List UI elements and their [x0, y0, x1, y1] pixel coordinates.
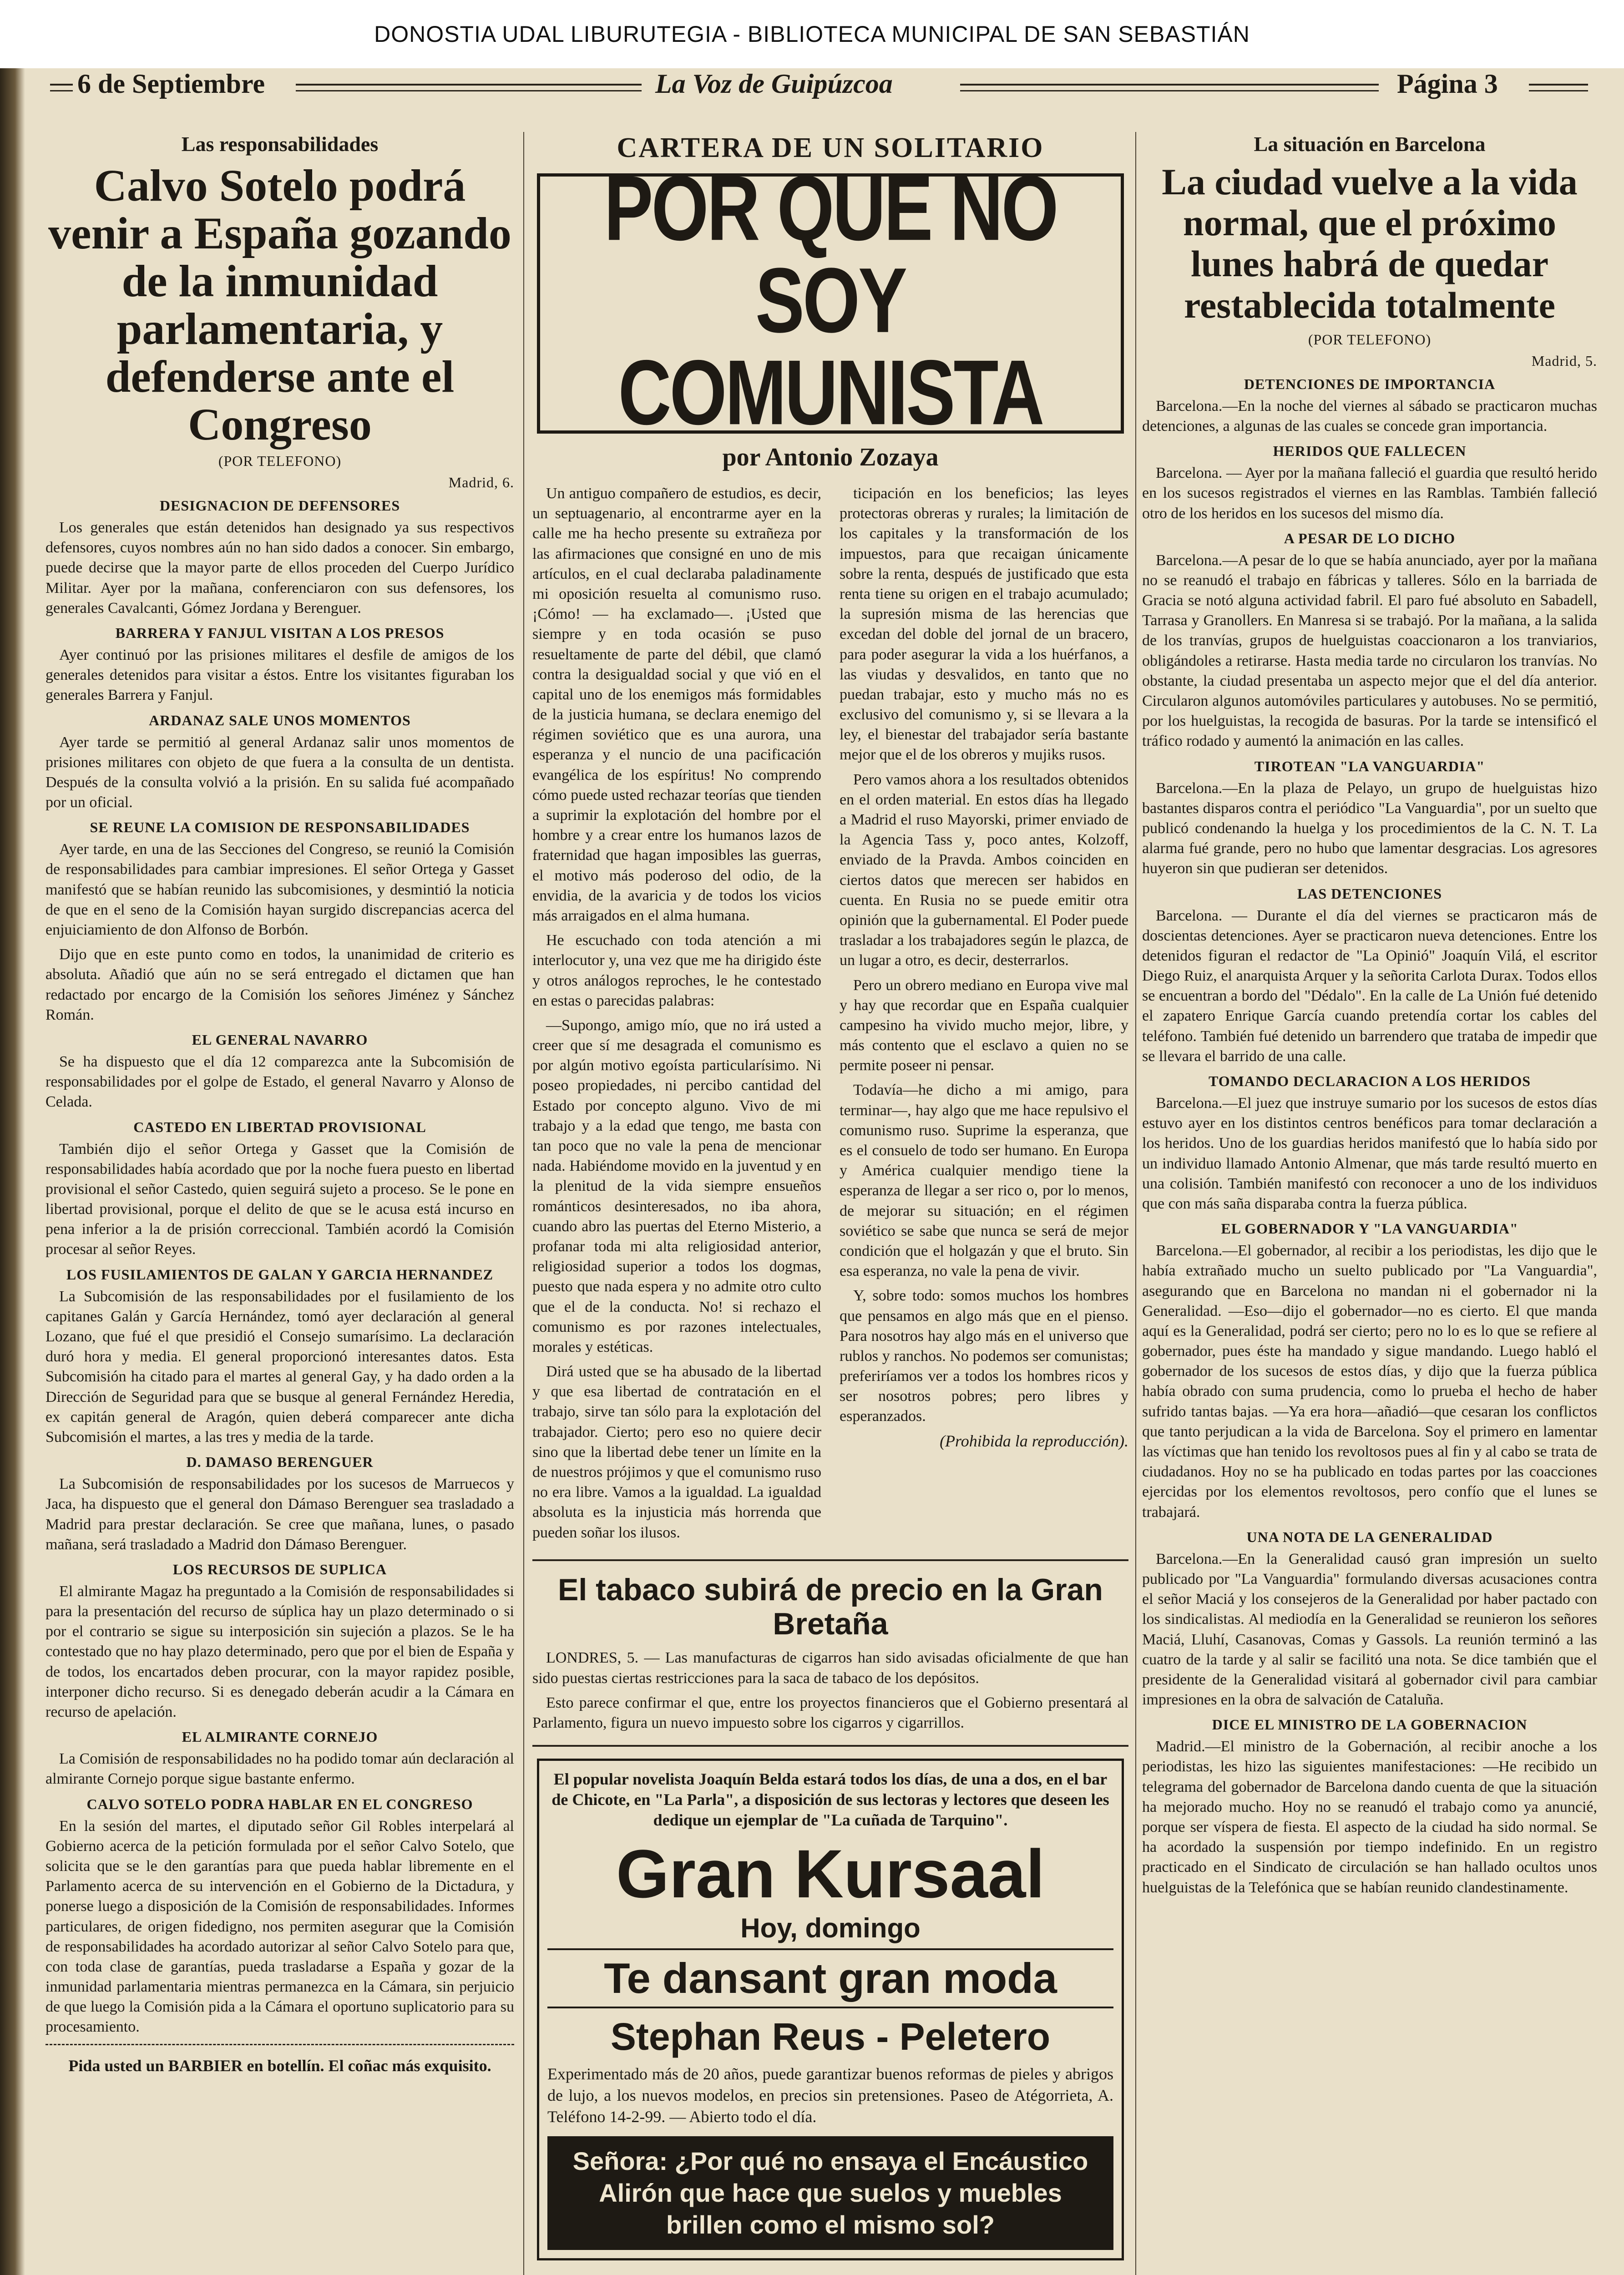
- section-subhead: EL ALMIRANTE CORNEJO: [182, 1729, 378, 1745]
- page-header: [50, 68, 1588, 105]
- article-body-right: [840, 484, 1128, 1547]
- section-divider: [532, 1745, 1128, 1747]
- article-source: (POR TELEFONO): [218, 453, 342, 469]
- article-paragraph: LONDRES, 5. — Las manufacturas de cigarros han sido avisadas oficialmente de que han sido puestas ciertas restricciones para la saca de tabaco de los depósitos.: [532, 1649, 1128, 1687]
- article-source: (POR TELEFONO): [1308, 331, 1432, 348]
- header-newspaper-name: La Voz de Guipúzcoa: [655, 69, 893, 99]
- article-paragraph: ticipación en los beneficios; las leyes protectoras obreras y rurales; la limitación de los capitales y la transformación de los impuestos, para que recaigan únicamente sobre la renta, después de justificado que esta renta tiene su origen en el trabajo acumulado; la supresión misma de las herencias que excedan del doble del jornal de un bracero, para poder asegurar la vida a los huérfanos, a las viudas y desvalidos, en tanto que no puedan trabajar, esto y mucho más no es exclusivo del comunismo y, si se llevara a la ley, el bienestar del trabajador sería bastante mejor que el de los obreros y mujiks rusos.: [840, 485, 1128, 763]
- column-cartera: [532, 132, 1128, 2260]
- section-paragraph: Barcelona.—El juez que instruye sumario por los sucesos de estos días estuvo ayer en los distintos centros benéficos para tomar declaración a los heridos. Uno de los guardias heridos manifestó que lo había sido por un individuo llamado Antonio Almenar, que más tarde resultó muerto en una colisión. También manifestó con reconocer a uno de los individuos que con más saña disparaba contra la fuerza pública.: [1142, 1095, 1597, 1212]
- article-kicker: La situación en Barcelona: [1254, 132, 1486, 156]
- article-paragraph: Y, sobre todo: somos muchos los hombres que pensamos en algo más que en el pienso. Para nosotros hay algo más en el universo que rublos y ranchos. No podemos ser comunistas; preferiríamos ver a todos los hombres ricos y ser nosotros pobres; pero libres y esperanzados.: [840, 1287, 1128, 1425]
- kursaal-ad-title: Gran Kursaal: [616, 1835, 1045, 1912]
- article-paragraph: Todavía—he dicho a mi amigo, para terminar—, hay algo que me hace repulsivo el comunismo ruso. Suprime la esperanza, que es el consuelo de todo ser humano. En Europa y América cualquier mendigo tiene la esperanza de llegar a ser rico o, por lo menos, de mejorar su situación; en el régimen soviético se sabe que nunca se será de mejor condición que el holgazán y que el bruto. Sin esa esperanza, no vale la pena de vivir.: [840, 1082, 1128, 1280]
- header-page-number: Página 3: [1397, 69, 1498, 99]
- header-rule-left: [50, 84, 73, 91]
- article-paragraph: Pero vamos ahora a los resultados obtenidos en el orden material. En estos días ha llegado a Madrid el ruso Mayorski, primer enviado de la Agencia Tass y, poco antes, Kolzoff, enviado de la Pravda. Ambos coinciden en ciertos datos que merecen ser habidos en cuenta. En Rusia no se puede emitir otra opinión que la gubernamental. El Poder puede trasladar a los trabajadores según le plazca, de un lugar a otro, es decir, desterrarlos.: [840, 771, 1128, 969]
- section-subhead: CALVO SOTELO PODRA HABLAR EN EL CONGRESO: [86, 1795, 473, 1812]
- section-paragraph: Barcelona.—En la noche del viernes al sábado se practicaron muchas detenciones, a algunas de las cuales se concede gran importancia.: [1142, 397, 1597, 435]
- section-title: CARTERA DE UN SOLITARIO: [617, 132, 1044, 163]
- header-date: 6 de Septiembre: [77, 69, 265, 99]
- section-subhead: SE REUNE LA COMISION DE RESPONSABILIDADES: [90, 819, 470, 836]
- section-paragraph: Los generales que están detenidos han designado ya sus respectivos defensores, cuyos nombres aún no han sido dados a conocer. Sin embargo, puede decirse que la mayor parte de ellos proceden del Cuerpo Jurídico Militar. Ayer por la mañana, conferenciaron con sus defensores, los generales Cavalcanti, Gómez Jordana y Berenguer.: [46, 519, 514, 617]
- header-rule-right: [1529, 84, 1588, 91]
- section-subhead: LOS RECURSOS DE SUPLICA: [172, 1561, 387, 1577]
- section-paragraph: Barcelona.—A pesar de lo que se había anunciado, ayer por la mañana no se reanudó el trabajo en fábricas y talleres. Sólo en la barriada de Gracia se notó alguna actividad fabril. El paro fué absoluto en Sabadell, Tarrasa y Granollers. En Manresa si se trabajó. Por la mañana, a la salida de los tranvías, grupos de huelguistas coaccionaron a los tranviarios, obligándoles a retirarse. Hasta media tarde no circularon los tranvías. No obstante, la ciudad presentaba un aspecto mejor que el del día anterior. Circularon algunos automóviles particulares y autobuses. No se permitió, por los huelguistas, la recogida de basuras. Por la tarde se intensificó el tráfico rodado y aumentó la animación en las calles.: [1142, 551, 1597, 750]
- section-paragraph: Barcelona.—En la Generalidad causó gran impresión un suelto publicado por "La Vanguardia" formulando diversas acusaciones contra el señor Maciá y los consejeros de la Generalidad por haber pactado con los sindicalistas. Al mediodía en la Generalidad se reunieron los señores Maciá, Lluhí, Casanovas, Comas y Gassols. La reunión terminó a las cuatro de la tarde y al salir se facilitó una nota. Se dice también que el presidente de la Generalidad visitará al gobernador civil para cambiar impresiones en la obra de salvación de Cataluña.: [1142, 1550, 1597, 1709]
- section-paragraph: Ayer continuó por las prisiones militares el desfile de amigos de los generales detenidos para visitar a éstos. Entre los visitantes figuraban los generales Barrera y Fanjul.: [46, 646, 514, 704]
- section-subhead: DESIGNACION DE DEFENSORES: [159, 497, 400, 514]
- reproduction-notice: (Prohibida la reproducción).: [940, 1431, 1128, 1450]
- barbier-ad: Pida usted un BARBIER en botellín. El coñac más exquisito.: [68, 2056, 491, 2075]
- advertisements-box: [537, 1759, 1124, 2260]
- section-subhead: TIROTEAN "LA VANGUARDIA": [1254, 758, 1485, 774]
- tobacco-headline: El tabaco subirá de precio en la Gran Bretaña: [558, 1572, 1103, 1641]
- kursaal-ad-event: Te dansant gran moda: [547, 1948, 1113, 2008]
- stephan-ad-title: Stephan Reus - Peletero: [610, 2015, 1051, 2058]
- header-rule-mid-left: [296, 84, 642, 91]
- section-subhead: HERIDOS QUE FALLECEN: [1273, 443, 1467, 460]
- section-subhead: DETENCIONES DE IMPORTANCIA: [1244, 375, 1496, 392]
- section-paragraph: Barcelona. — Durante el día del viernes se practicaron más de doscientas detenciones. Ayer se practicaron nueva detenciones. Entre los detenidos figuran el redactor de "La Opinió" Joaquín Vilá, el escritor Diego Ruiz, el anarquista Arquer y la señorita Carlota Durax. Todos ellos se encuentran a bordo del "Dédalo". En la calle de La Unión fué detenido el zapatero Enrique García cuando pretendía cortar los cables del teléfono. También fué detenido un barrendero que trataba de impedir que se llevara el barrido de una calle.: [1142, 907, 1597, 1065]
- section-paragraph: El almirante Magaz ha preguntado a la Comisión de responsabilidades si para la presentación del recurso de súplica hay un plazo determinado o si por el contrario se sigue su interposición sin sujeción a plazos. Se le ha contestado que no hay plazo determinado, pero que por el bien de España y de todos, los encartados deben procurar, con la mayor rapidez posible, interponer dicho recurso. Si es denegado deberán acudir a la Cámara en recurso de apelación.: [46, 1582, 514, 1720]
- article-byline: por Antonio Zozaya: [722, 443, 939, 471]
- article-paragraph: Esto parece confirmar el que, entre los proyectos financieros que el Gobierno presentará al Parlamento, figura un nuevo impuesto sobre los cigarros y cigarrillos.: [532, 1694, 1128, 1731]
- section-paragraph: Ayer tarde se permitió al general Ardanaz salir unos momentos de prisiones militares con objeto de que fuera a la consulta de un dentista. Después de la consulta volvió a la prisión. En su salida fué acompañado por un oficial.: [46, 733, 514, 811]
- column-barcelona: [1142, 132, 1597, 1902]
- section-paragraph: Ayer tarde, en una de las Secciones del Congreso, se reunió la Comisión de responsabilidades para cambiar impresiones. El señor Ortega y Gasset manifestó que se habían reunido las subcomisiones, y desmintió la noticia de que en el seno de la Comisión hayan surgido discrepancias acerca del enjuiciamiento de don Alfonso de Borbón.: [46, 841, 514, 938]
- article-body: [532, 484, 1128, 1547]
- section-subhead: EL GOBERNADOR Y "LA VANGUARDIA": [1221, 1220, 1518, 1237]
- kursaal-ad-day: Hoy, domingo: [740, 1913, 921, 1944]
- tobacco-article: [532, 1648, 1128, 1733]
- column-responsabilidades: [46, 132, 514, 2075]
- article-headline: POR QUE NO SOY COMUNISTA: [604, 157, 1057, 444]
- section-subhead: LAS DETENCIONES: [1297, 885, 1442, 902]
- article-kicker: Las responsabilidades: [181, 132, 379, 156]
- section-subhead: EL GENERAL NAVARRO: [192, 1031, 368, 1048]
- section-paragraph: La Comisión de responsabilidades no ha podido tomar aún declaración al almirante Cornejo porque sigue bastante enfermo.: [46, 1750, 514, 1788]
- section-subhead: ARDANAZ SALE UNOS MOMENTOS: [149, 712, 411, 728]
- section-paragraph: Barcelona.—El gobernador, al recibir a los periodistas, les dijo que le había extrañado mucho un suelto publicado por "La Vanguardia", asegurando que en Barcelona no mandan ni el gobernador ni la Generalidad. —Eso—dijo el gobernador—no es cierto. El que manda aquí es la Generalidad, podrá ser cierto; pero no lo es lo que se refiere al gobernador, pues éste ha mandado y sigue mandando. Luego habló el gobernador de los sucesos de estos días, y dijo que la fuerza pública había obrado con suma prudencia, como lo prueba el hecho de haber sufrido tantas bajas. —Ya era hora—añadió—que cesaran los conflictos que tanto perjudican a la vida de Barcelona. Soy el primero en lamentar las víctimas que han tenido los revoltosos pues al fin y al cabo se trata de ciudadanos. Hoy no se ha publicado en todas partes por las coacciones ejercidas por los elementos revoltosos, pero confío que el lunes se trabajará.: [1142, 1242, 1597, 1521]
- article-sections: [46, 497, 514, 2037]
- section-paragraph: En la sesión del martes, el diputado señor Gil Robles interpelará al Gobierno acerca de la petición formulada por el señor Calvo Sotelo, que solicita que se le den garantías para que pueda hablar libremente en el Parlamento acerca de su intervención en el Gobierno de la Dictadura, y ponerse luego a disposición de la Comisión de responsabilidades. Informes particulares, de origen fidedigno, nos permiten asegurar que la Comisión de responsabilidades ha acordado autorizar al señor Calvo Sotelo para que, con toda clase de garantías, pueda trasladarse a España y gozar de la inmunidad parlamentaria mientras permanezca en la Cámara, sin perjuicio de que luego la Comisión pida a la Cámara el oportuno suplicatorio para su procesamiento.: [46, 1817, 514, 2036]
- binding-fold: [0, 68, 25, 2275]
- belda-notice: El popular novelista Joaquín Belda estará todos los días, de una a dos, en el bar de Chicote, en "La Parla", a disposición de sus lectoras y lectores que deseen les dedique un ejemplar de "La cuñada de Tarquino".: [551, 1770, 1109, 1830]
- headline-box: [537, 157, 1124, 444]
- article-paragraph: He escuchado con toda atención a mi interlocutor y, una vez que me ha dirigido éste y otros análogos reproches, le he contestado en estas o parecidas palabras:: [532, 932, 821, 1009]
- aliron-ad: Señora: ¿Por qué no ensaya el Encáustico Alirón que hace que suelos y muebles brillen como el mismo sol?: [547, 2136, 1113, 2250]
- article-paragraph: —Supongo, amigo mío, que no irá usted a creer que sí me desagrada el comunismo es por algún motivo egoísta particularísimo. Ni poseo propiedades, ni percibo cantidad del Estado por concepto alguno. Vivo de mi trabajo y a la edad que tengo, me basta con tan poco que no vale la pena de mencionar nada. Habiéndome movido en la juventud y en la plenitud de la vida siempre ensueños románticos desinteresados, no iba ahora, cuando abro las puertas del Eterno Misterio, a profanar toda mi alta religiosidad anterior, religiosidad superior a todos los dogmas, puesto que nada espera y no admite otro culto que el de la conducta. No! si rechazo el comunismo es por razones intelectuales, morales y estéticas.: [532, 1016, 821, 1355]
- section-subhead: DICE EL MINISTRO DE LA GOBERNACION: [1212, 1716, 1528, 1733]
- ad-divider: [46, 2044, 514, 2045]
- section-divider: [532, 1559, 1128, 1561]
- section-subhead: UNA NOTA DE LA GENERALIDAD: [1246, 1528, 1493, 1545]
- section-subhead: LOS FUSILAMIENTOS DE GALAN Y GARCIA HERNANDEZ: [66, 1266, 494, 1283]
- article-sections: [1142, 376, 1597, 1898]
- section-paragraph: Barcelona.—En la plaza de Pelayo, un grupo de huelguistas hizo bastantes disparos contra el periódico "La Vanguardia", por un suelto que publicó condenando la huelga y los procedimientos de la C. N. T. La alarma fué grande, pero no hubo que lamentar desgracias. Los agresores huyeron sin que pudieran ser detenidos.: [1142, 779, 1597, 877]
- article-dateline: Madrid, 6.: [448, 474, 514, 490]
- section-subhead: BARRERA Y FANJUL VISITAN A LOS PRESOS: [115, 624, 445, 641]
- article-body-left: [532, 484, 821, 1547]
- article-dateline: Madrid, 5.: [1531, 352, 1597, 369]
- article-paragraph: Pero un obrero mediano en Europa vive mal y hay que recordar que en España cualquier campesino ha vivido mucho mejor, libre, y más contento que el esclavo a quien no se permite poseer ni pensar.: [840, 976, 1128, 1074]
- column-separator: [1135, 132, 1136, 2275]
- section-paragraph: La Subcomisión de responsabilidades por los sucesos de Marruecos y Jaca, ha dispuesto que el general don Dámaso Berenguer sea trasladado a Madrid para prestar declaración. Se cree que mañana, lunes, o pasado mañana, será trasladado a Madrid don Dámaso Berenguer.: [46, 1476, 514, 1553]
- section-paragraph: La Subcomisión de las responsabilidades por el fusilamiento de los capitanes Galán y García Hernández, tomó ayer declaración al general Lozano, que fué el que presidió el Consejo sumarísimo. La declaración duró hora y media. El general proporcionó interesantes datos. Esta Subcomisión ha citado para el martes al general Gay, y ha dado orden a la Dirección de Seguridad para que se busque al general Fernández Heredia, ex capitán general de Aragón, quien deberá comparecer ante dicha Subcomisión el martes, a las tres y media de la tarde.: [46, 1288, 514, 1446]
- header-rule-mid-right: [960, 84, 1379, 91]
- section-subhead: D. DAMASO BERENGUER: [186, 1454, 374, 1471]
- article-headline: Calvo Sotelo podrá venir a España gozando de la inmunidad parlamentaria, y defenderse ante el Congreso: [48, 160, 511, 450]
- section-paragraph: Barcelona. — Ayer por la mañana falleció el guardia que resultó herido en los sucesos registrados el viernes en las Ramblas. También falleció otro de los heridos en los sucesos del mismo día.: [1142, 465, 1597, 522]
- stephan-ad-text: Experimentado más de 20 años, puede garantizar buenos reformas de pieles y abrigos de lujo, a los nuevos modelos, en precios sin pretensiones. Paseo de Atégorrieta, A. Teléfono 14-2-99. — Abierto todo el día.: [547, 2065, 1113, 2126]
- article-paragraph: Dirá usted que se ha abusado de la libertad y que esa libertad de contratación en el trabajo, sirve tan sólo para la explotación del trabajador. Cierto; pero eso no quiere decir sino que la libertad debe tener un límite en la de nuestros prójimos y que el comunismo ruso no era libre. Vamos a la igualdad. La igualdad absoluta es la injusticia más horrenda que pueden soñar los ilusos.: [532, 1363, 821, 1541]
- article-paragraph: Un antiguo compañero de estudios, es decir, un septuagenario, al encontrarme ayer en la calle me ha hecho presente su extrañeza por las afirmaciones que consigné en uno de mis artículos, en el cual declaraba paladinamente mi oposición resuelta al comunismo ruso. ¡Cómo! — ha exclamado—. ¡Usted que siempre y en toda ocasión se puso resueltamente de parte del débil, que clamó contra la desigualdad social y que vió en el capital uno de los enemigos más formidables de la justicia humana, se declara enemigo del régimen soviético que es una aurora, una esperanza y el nuncio de una pacificación evangélica de los espíritus! No comprendo cómo puede usted rechazar teorías que tienden a suprimir la explotación del hombre por el hombre y a crear entre los humanos lazos de fraternidad que hagan imposibles las guerras, el motivo más poderoso del odio, de la envidia, de la avaricia y de todos los vicios más arraigados en el alma humana.: [532, 485, 821, 924]
- section-subhead: CASTEDO EN LIBERTAD PROVISIONAL: [133, 1118, 426, 1135]
- section-subhead: A PESAR DE LO DICHO: [1284, 530, 1456, 546]
- section-paragraph: Dijo que en este punto como en todos, la unanimidad de criterio es absoluta. Añadió que aún no se será entregado el dictamen que han redactado por encargo de la Comisión los señores Jiménez y Sánchez Román.: [46, 946, 514, 1023]
- article-headline: La ciudad vuelve a la vida normal, que el próximo lunes habrá de quedar restablecida totalmente: [1162, 161, 1578, 326]
- section-paragraph: Madrid.—El ministro de la Gobernación, al recibir anoche a los periodistas, les hizo las siguientes manifestaciones: —He recibido un telegrama del gobernador de Barcelona dando cuenta de que la situación ha mejorado mucho. Hoy no se reanudó el trabajo como ya anuncié, porque ser víspera de fiesta. El aspecto de la ciudad ha sido normal. Se ha acordado la suspensión por tiempo indefinido. En un registro practicado en el Sindicato de circulación se han hallado ocultos unos huelguistas de la Telefónica que se habían reunido clandestinamente.: [1142, 1738, 1597, 1896]
- archive-banner: DONOSTIA UDAL LIBURUTEGIA - BIBLIOTECA MUNICIPAL DE SAN SEBASTIÁN: [0, 0, 1624, 68]
- section-paragraph: Se ha dispuesto que el día 12 comparezca ante la Subcomisión de responsabilidades por el golpe de Estado, el general Navarro y Alonso de Celada.: [46, 1053, 514, 1111]
- section-subhead: TOMANDO DECLARACION A LOS HERIDOS: [1208, 1073, 1531, 1089]
- section-paragraph: También dijo el señor Ortega y Gasset que la Comisión de responsabilidades había acordado que por la noche fuera puesto en libertad provisional el señor Castedo, quien seguirá sujeto a proceso. Se le pone en libertad provisional, porque el delito de que se le acusa está incurso en pena inferior a la de prisión correccional. También acordó la Comisión procesar al señor Reyes.: [46, 1140, 514, 1258]
- column-separator: [523, 132, 524, 2275]
